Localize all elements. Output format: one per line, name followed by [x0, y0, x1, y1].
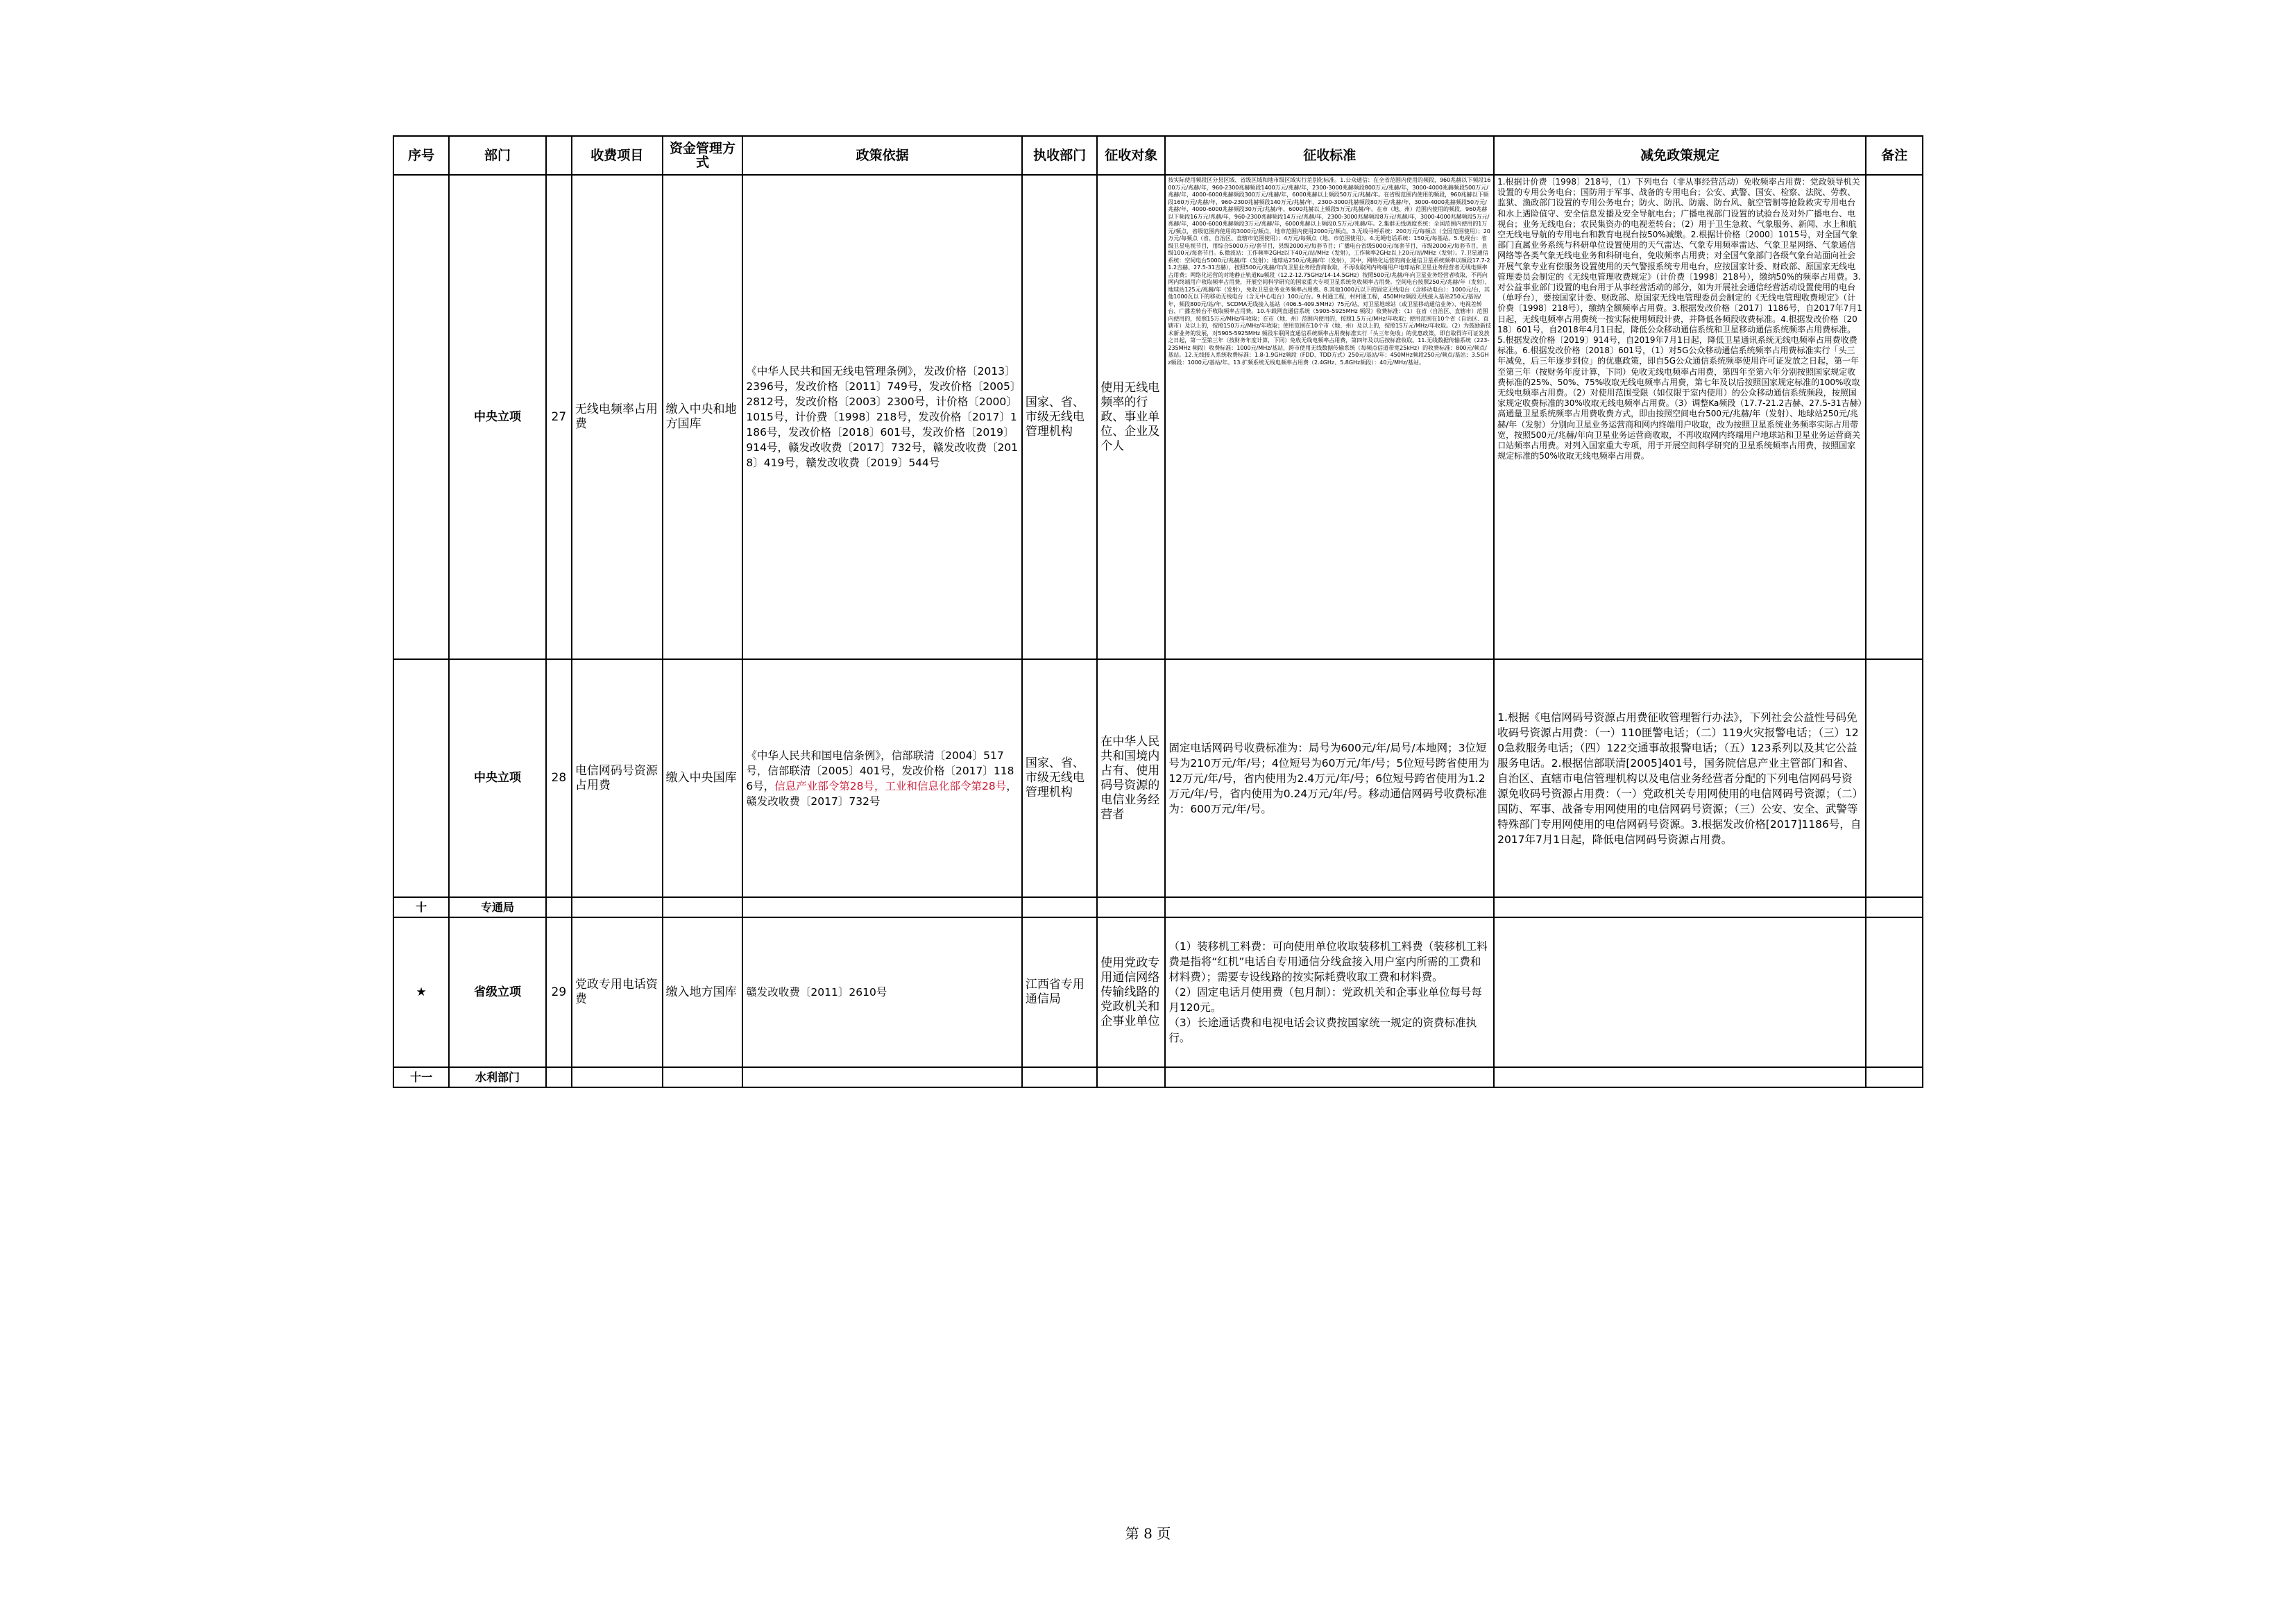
note-cell — [1866, 659, 1923, 897]
item-cell: 电信网码号资源占用费 — [572, 659, 663, 897]
target-cell: 使用无线电频率的行政、事业单位、企业及个人 — [1097, 175, 1165, 659]
item-cell: 无线电频率占用费 — [572, 175, 663, 659]
header-row — [393, 136, 1923, 175]
empty-cell — [742, 1067, 1021, 1087]
header-exempt: 减免政策规定 — [1494, 136, 1866, 175]
fee-table-sheet — [393, 135, 1923, 1088]
section-row — [393, 1067, 1923, 1087]
standard-cell: 固定电话网码号收费标准为：局号为600元/年/局号/本地网；3位短号为210万元/年/号；4位短号为60万元/年/号；5位短号跨省使用为12万元/年/号，省内使用为2.4万元/年/号；6位短号跨省使用为1.2万元/年/号，省内使用为0.24万元/年/号。移动通信网码号收费标准为：600万元/年/号。 — [1165, 659, 1494, 897]
empty-cell — [742, 897, 1021, 917]
empty-cell — [572, 1067, 663, 1087]
standard-cell: 按实际使用频段区分县区域、省级区域和地市级区域实行差别化标准。1.公众通信：在全省范围内使用的频段，960兆赫以下频段1600万元/兆赫/年，960-2300兆赫频段1400万元/兆赫/年，2300-3000兆赫频段800万元/兆赫/年，3000-4000兆赫频段500万元/兆赫/年，4000-6000兆赫频段300万元/兆赫/年，6000兆赫以上频段50万元/兆赫/年。在省级范围内使用的频段，960兆赫以下频段160万元/兆赫/年，960-2300兆赫频段140万元/兆赫/年，2300-3000兆赫频段80万元/兆赫/年，3000-4000兆赫频段50万元/兆赫/年，4000-6000兆赫频段30万元/兆赫/年，6000兆赫以上频段5万元/兆赫/年。在市（地、州）范围内使用的频段，960兆赫以下频段16万元/兆赫/年，960-2300兆赫频段14万元/兆赫/年，2300-3000兆赫频段8万元/兆赫/年，3000-4000兆赫频段5万元/兆赫/年，4000-6000兆赫频段3万元/兆赫/年，6000兆赫以上频段0.5万元/兆赫/年。2.集群无线调度系统：全国范围内使用的1万元/频点，省级范围内使用的3000元/频点，地市范围内使用2000元/频点。3.无线寻呼系统：200万元/每频点（全国范围使用）；20万元/每频点（省、自治区、直辖市范围使用）；4万元/每频点（地、市范围使用）。4.无绳电话系统：150元/每基站。5.电视台：省级卫星电视节目，用综合5000万元/套节目，县级2000元/每套节目；广播电台省级5000元/每套节目，市级2000元/每套节目，县级100元/每套节目。6.微波站：工作频率2GHz以下40元/站/MHz（发射），工作频率2GHz以上20元/站/MHz（发射）。7.卫星通信系统：空间电台5000元/兆赫/年（发射）；地球站250元/兆赫/年（发射），其中，网络化运营的商业通信卫星系统频率以频段17.7-21.2吉赫、27.5-31吉赫），按照500元/兆赫/年向卫星业务经营商收取，不再收取网内终端用户地球站和卫星业务经营者无线电频率占用费；网络化运营的对地静止轨道Ku频段（12.2-12.75GHz/14-14.5GHz）按照500元/兆赫/年向卫星业务经营者收取，不再向网内终端用户收取频率占用费，开展空间科学研究的国家重大专项卫星系统免收频率占用费。空间电台按照250元/兆赫/年（发射），地球站125元/兆赫/年（发射），免收卫星业务业务频率占用费。8.其他1000瓦以下的固定无线电台（含移动电台）：1000元/台，其他1000瓦以下的移动无线电台（含无中心电台）100元/台。9.村通工程，村村通工程，450MHz频段无线接入基站250元/基站/年，频段800元/站/年，SCDMA无线接入基站（406.5-409.5MHz）75元/站，对卫星地球站（或卫星移动通信业务）、电视差转台、广播差转台不收取频率占用费。10.车载网直通信系统（5905-5925MHz 频段）收费标准：（1）在省（自治区、直辖市）范围内使用的，按照15万元/MHz/年收取；在市（地、州）范围内使用的，按照1.5万元/MHz/年收取；使用范围在10个省（自治区、直辖市）及以上的，按照150万元/MHz/年收取；使用范围在10个市（地、州）及以上的，按照15万元/MHz/年收取。（2）为鼓励新技术新业务的发展，对5905-5925MHz 频段车联网直通信系统频率占用费标准实行「头三年免收」的优惠政策，即自取得许可证发放之日起，第一至第三年（按财务年度计算，下同）免收无线电频率占用费，第四年及以后按标准收取。11.无线数据传输系统（223-235MHz 频段）收费标准：1000元/MHz/基站，跨市使用无线数据传输系统（每频点信道带宽25kHz）的收费标准：800元/频点/基站。12.无线接入系统收费标准：1.8-1.9GHz频段（FDD、TDD方式）250元/基站/年；450MHz频段250元/频点/基站；3.5GHz频段：1000元/基站/年。13.扩频系统无线电频率占用费（2.4GHz、5.8GHz频段）：40元/MHz/基站。 — [1165, 175, 1494, 659]
header-policy: 政策依据 — [742, 136, 1021, 175]
policy-cell: 赣发改收费〔2011〕2610号 — [742, 917, 1021, 1067]
num-cell: 29 — [546, 917, 572, 1067]
empty-cell — [1866, 897, 1923, 917]
fee-table — [393, 135, 1923, 1088]
target-cell: 在中华人民共和国境内占有、使用码号资源的电信业务经营者 — [1097, 659, 1165, 897]
policy-text-highlight: 信息产业部令第28号，工业和信息化部令第28号 — [774, 779, 1007, 792]
empty-cell — [1022, 897, 1097, 917]
exempt-cell: 1.根据《电信网码号资源占用费征收管理暂行办法》，下列社会公益性号码免收码号资源占用费：（一）110匪警电话；（二）119火灾报警电话；（三）120急救服务电话；（四）122交通事故报警电话；（五）123系列以及其它公益服务电话。2.根据信部联清[2005]401号，国务院信息产业主管部门和省、自治区、直辖市电信管理机构以及电信业务经营者分配的下列电信网码号资源免收码号资源占用费：（一）党政机关专用网使用的电信网码号资源；（二）国防、军事、战备专用网使用的电信网码号资源；（三）公安、安全、武警等特殊部门专用网使用的电信网码号资源。3.根据发改价格[2017]1186号，自2017年7月1日起，降低电信网码号资源占用费。 — [1494, 659, 1866, 897]
standard-line: （1）装移机工料费：可向使用单位收取装移机工料费（装移机工料费是指将“红机”电话自专用通信分线盒接入用户室内所需的工费和材料费）；需要专设线路的按实际耗费收取工费和材料费。 — [1168, 940, 1488, 983]
fund-cell: 缴入中央和地方国库 — [663, 175, 743, 659]
empty-cell — [663, 897, 743, 917]
table-row — [393, 917, 1923, 1067]
policy-cell: 《中华人民共和国无线电管理条例》，发改价格〔2013〕2396号，发改价格〔2011〕749号，发改价格〔2005〕2812号，发改价格〔2003〕2300号，计价格〔2000〕1015号，计价费〔1998〕218号，发改价格〔2017〕1186号，发改价格〔2018〕601号，发改价格〔2019〕914号，赣发改收费〔2017〕732号，赣发改收费〔2018〕419号，赣发改收费〔2019〕544号 — [742, 175, 1021, 659]
seq-cell: 十 — [393, 897, 449, 917]
table-row — [393, 659, 1923, 897]
note-cell — [1866, 917, 1923, 1067]
target-cell: 使用党政专用通信网络传输线路的党政机关和企事业单位 — [1097, 917, 1165, 1067]
header-dept: 部门 — [449, 136, 546, 175]
seq-cell: ★ — [393, 917, 449, 1067]
dept-cell: 水利部门 — [449, 1067, 546, 1087]
num-cell: 27 — [546, 175, 572, 659]
dept-cell: 中央立项 — [449, 659, 546, 897]
empty-cell — [1165, 1067, 1494, 1087]
fund-cell: 缴入中央国库 — [663, 659, 743, 897]
fund-cell: 缴入地方国库 — [663, 917, 743, 1067]
table-row — [393, 175, 1923, 659]
header-agency: 执收部门 — [1022, 136, 1097, 175]
header-target: 征收对象 — [1097, 136, 1165, 175]
policy-text-tail: ，赣发改收费〔2017〕732号 — [746, 779, 1017, 808]
header-standard: 征收标准 — [1165, 136, 1494, 175]
exempt-cell — [1494, 917, 1866, 1067]
empty-cell — [1097, 1067, 1165, 1087]
empty-cell — [1494, 897, 1866, 917]
item-cell: 党政专用电话资费 — [572, 917, 663, 1067]
policy-cell — [742, 659, 1021, 897]
seq-cell: 十一 — [393, 1067, 449, 1087]
empty-cell — [1494, 1067, 1866, 1087]
standard-cell — [1165, 917, 1494, 1067]
empty-cell — [572, 897, 663, 917]
seq-cell — [393, 659, 449, 897]
header-item: 收费项目 — [572, 136, 663, 175]
empty-cell — [546, 897, 572, 917]
empty-cell — [1165, 897, 1494, 917]
policy-text: 《中华人民共和国电信条例》，信部联清〔2004〕517号，信部联清〔2005〕401号，发改价格〔2017〕1186号， — [746, 749, 1014, 792]
empty-cell — [546, 1067, 572, 1087]
header-seq: 序号 — [393, 136, 449, 175]
seq-cell — [393, 175, 449, 659]
num-cell: 28 — [546, 659, 572, 897]
exempt-cell: 1.根据计价费〔1998〕218号，（1）下列电台（非从事经营活动）免收频率占用费：党政领导机关设置的专用公务电台；国防用于军事、战备的专用电台；公安、武警、国安、检察、法院、劳教、监狱、渔政部门设置的专用公务电台；防火、防汛、防震、防台风、航空管制等抢险救灾专用电台和水上遇险值守、安全信息发播及安全导航电台；广播电视部门设置的试验台及对外广播电台、电视台；业务无线电台；农民集资办的电视差转台；（2）用于卫生急救、气象服务、新闻、水上和航空无线电导航的专用电台和教育电视台按50%减缴。2.根据计价格〔2000〕1015号，对全国气象部门直属业务系统与科研单位设置使用的天气雷达、气象专用频率雷达、气象卫星网络、气象通信网络等各类气象无线电业务和科研电台，免收频率占用费；对全国气象部门各级气象台站面向社会开展气象专业有偿服务设置使用的天气警报系统专用电台，应按国家计委、财政部、原国家无线电管理委员会制定的《无线电管理收费规定》（计价费〔1998〕218号），缴纳50%的频率占用费。3.对公益事业部门设置的电台用于从事经营活动的部分，如为开展社会通信经营活动设置使用的电台（单呼台），要按国家计委、财政部、原国家无线电管理委员会制定的《无线电管理收费规定》（计价费〔1998〕218号），缴纳全额频率占用费。3.根据发改价格〔2017〕1186号，自2017年7月1日起，无线电频率占用费统一按实际使用频段计费，并降低各频段收费标准。4.根据发改价格〔2018〕601号，自2018年4月1日起，降低公众移动通信系统和卫星移动通信系统频率占用费标准。5.根据发改价格〔2019〕914号，自2019年7月1日起，降低卫星通讯系统无线电频率占用费收费标准。6.根据发改价格〔2018〕601号，（1）对5G公众移动通信系统频率占用费标准实行「头三年减免，后三年逐步到位」的优惠政策，即自5G公众通信系统频率使用许可证发放之日起，第一年至第三年（按财务年度计算，下同）免收无线电频率占用费，第四年至第六年分别按照国家规定收费标准的25%、50%、75%收取无线电频率占用费，第七年及以后按照国家规定标准的100%收取无线电频率占用费。（2）对使用范围受限（如仅限于室内使用）的公众移动通信系统频段，按照国家规定收费标准的30%收取无线电频率占用费。（3）调整Ka频段（17.7-21.2吉赫、27.5-31吉赫）高通量卫星系统频率占用费收费方式，即由按照空间电台500元/兆赫/年（发射）、地球站250元/兆赫/年（发射）分别向卫星业务运营商和网内终端用户收取，改为按照卫星系统业务频率实际占用带宽，按照500元/兆赫/年向卫星业务运营商收取，不再收取网内终端用户地球站和卫星业务运营商关口站频率占用费。对列入国家重大专项，用于开展空间科学研究的卫星系统频率占用费，按照国家规定标准的50%收取无线电频率占用费。 — [1494, 175, 1866, 659]
header-note: 备注 — [1866, 136, 1923, 175]
header-fund: 资金管理方式 — [663, 136, 743, 175]
dept-cell: 专通局 — [449, 897, 546, 917]
empty-cell — [1097, 897, 1165, 917]
empty-cell — [663, 1067, 743, 1087]
standard-line: （2）固定电话月使用费（包月制）：党政机关和企事业单位每号每月120元。 — [1168, 986, 1482, 1014]
page-number: 第 8 页 — [1125, 1525, 1171, 1542]
header-num — [546, 136, 572, 175]
standard-line: （3）长途通话费和电视电话会议费按国家统一规定的资费标准执行。 — [1168, 1017, 1477, 1044]
section-row — [393, 897, 1923, 917]
dept-cell: 省级立项 — [449, 917, 546, 1067]
dept-cell: 中央立项 — [449, 175, 546, 659]
agency-cell: 江西省专用通信局 — [1022, 917, 1097, 1067]
agency-cell: 国家、省、市级无线电管理机构 — [1022, 659, 1097, 897]
note-cell — [1866, 175, 1923, 659]
empty-cell — [1866, 1067, 1923, 1087]
empty-cell — [1022, 1067, 1097, 1087]
agency-cell: 国家、省、市级无线电管理机构 — [1022, 175, 1097, 659]
